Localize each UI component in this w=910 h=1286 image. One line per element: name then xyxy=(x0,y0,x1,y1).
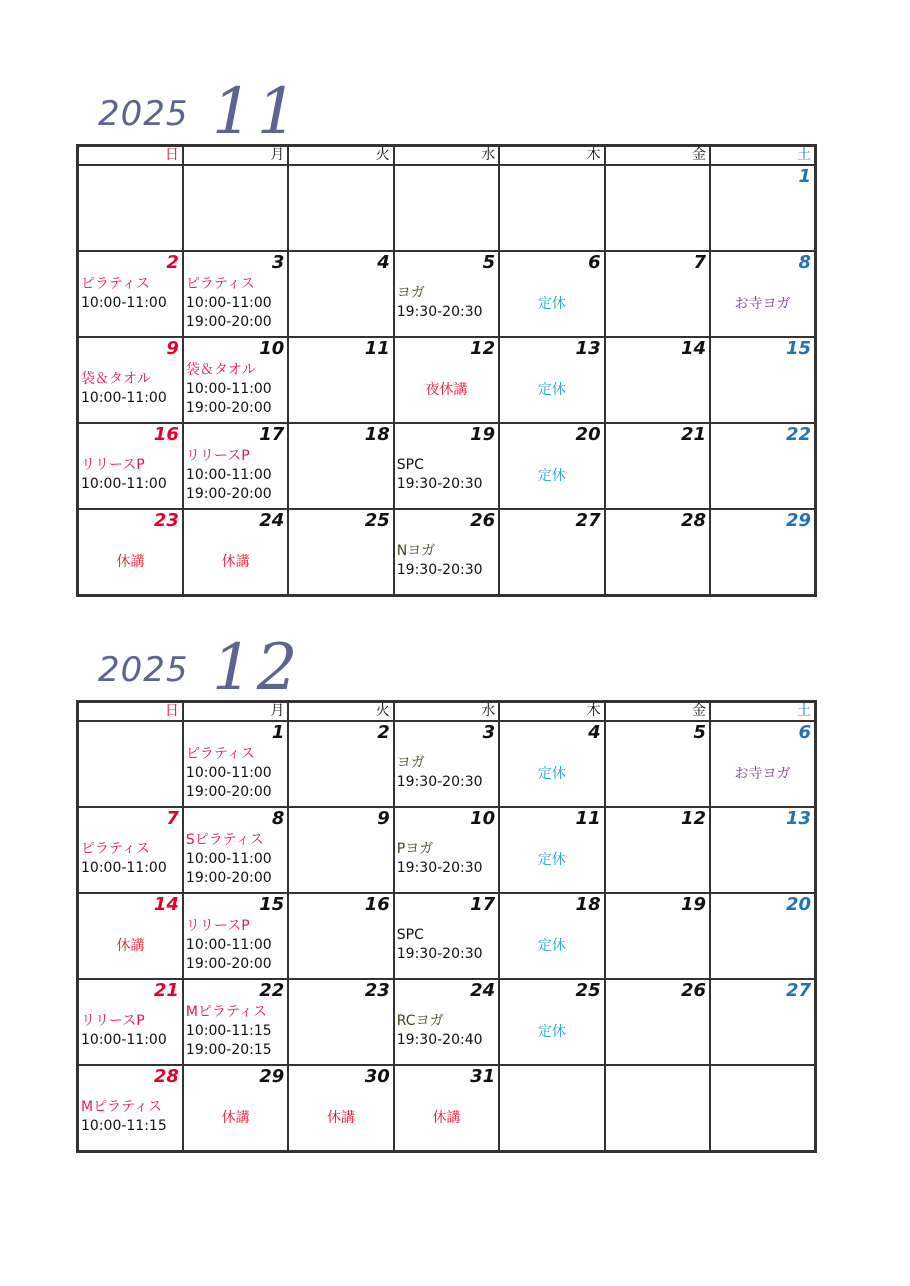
class-event xyxy=(81,370,167,408)
day-cell xyxy=(183,251,288,337)
class-name: ヨガ xyxy=(396,285,425,301)
class-name: Mピラティス xyxy=(185,1004,267,1020)
day-cell xyxy=(710,509,815,596)
day-cell xyxy=(499,721,604,807)
day-number: 10 xyxy=(470,808,496,829)
day-cell xyxy=(499,1065,604,1152)
day-note: お寺ヨガ xyxy=(734,296,791,312)
year-label: 2025 xyxy=(98,94,189,134)
class-event xyxy=(81,456,167,494)
day-number: 19 xyxy=(470,424,496,445)
day-cell xyxy=(288,807,393,893)
day-cell xyxy=(710,893,815,979)
class-name: SPC xyxy=(396,927,424,943)
week-row xyxy=(78,423,816,509)
day-note: 定休 xyxy=(537,382,566,398)
class-event xyxy=(81,1012,167,1050)
day-number: 4 xyxy=(377,252,390,273)
class-time: 10:00-11:00 xyxy=(185,295,272,311)
day-cell xyxy=(710,337,815,423)
day-cell xyxy=(288,251,393,337)
day-cell xyxy=(288,337,393,423)
weekday-header-row xyxy=(78,702,816,722)
day-cell xyxy=(605,509,710,596)
day-number: 5 xyxy=(482,252,496,273)
day-number: 21 xyxy=(680,424,707,445)
weekday-header: 水 xyxy=(394,702,499,722)
day-cell xyxy=(183,807,288,893)
day-number: 12 xyxy=(680,808,707,829)
day-cell xyxy=(499,807,604,893)
day-cell xyxy=(183,893,288,979)
week-row xyxy=(78,509,816,596)
day-cell xyxy=(78,165,183,251)
class-name: 袋＆タオル xyxy=(81,371,151,387)
day-cell xyxy=(499,893,604,979)
day-cell xyxy=(78,893,183,979)
day-note: お寺ヨガ xyxy=(734,766,791,782)
day-number: 24 xyxy=(259,510,285,531)
day-note: 夜休講 xyxy=(425,382,468,398)
week-row xyxy=(78,165,816,251)
day-cell xyxy=(605,721,710,807)
day-cell xyxy=(605,893,710,979)
day-cell xyxy=(394,337,499,423)
month-header xyxy=(76,631,817,705)
day-number: 1 xyxy=(271,722,285,743)
day-number: 14 xyxy=(680,338,707,359)
month-calendar-1 xyxy=(76,631,817,1153)
day-cell xyxy=(78,509,183,596)
weekday-header: 土 xyxy=(710,146,815,166)
day-cell xyxy=(288,721,393,807)
class-time: 19:30-20:30 xyxy=(396,476,483,492)
day-number: 26 xyxy=(680,980,707,1001)
class-name: Mピラティス xyxy=(81,1099,162,1115)
class-name: ピラティス xyxy=(81,276,150,292)
class-time: 19:30-20:30 xyxy=(396,562,483,578)
day-number: 5 xyxy=(693,722,707,743)
day-cell xyxy=(605,165,710,251)
day-number: 1 xyxy=(798,166,811,187)
day-number: 23 xyxy=(153,510,179,531)
day-number: 3 xyxy=(271,252,285,273)
day-number: 18 xyxy=(575,894,601,915)
weekday-header: 土 xyxy=(710,702,815,722)
day-number: 26 xyxy=(470,510,496,531)
day-note: 休講 xyxy=(116,554,145,570)
class-event xyxy=(397,284,483,322)
day-number: 25 xyxy=(364,510,390,531)
day-cell xyxy=(605,423,710,509)
class-event xyxy=(397,754,483,792)
day-number: 6 xyxy=(588,252,601,273)
class-time: 19:30-20:30 xyxy=(396,860,483,876)
day-cell xyxy=(394,423,499,509)
day-number: 31 xyxy=(470,1066,496,1087)
class-time: 19:00-20:00 xyxy=(185,870,272,886)
day-note: 定休 xyxy=(537,1024,566,1040)
class-time: 19:00-20:00 xyxy=(185,486,272,502)
day-number: 4 xyxy=(588,722,601,743)
day-number: 17 xyxy=(259,424,285,445)
class-name: Sピラティス xyxy=(185,832,264,848)
class-name: ヨガ xyxy=(396,755,425,771)
week-row xyxy=(78,251,816,337)
day-number: 21 xyxy=(153,980,179,1001)
class-time: 19:30-20:40 xyxy=(396,1032,483,1048)
class-time: 19:30-20:30 xyxy=(396,774,483,790)
day-number: 2 xyxy=(377,722,390,743)
class-time: 10:00-11:00 xyxy=(185,851,272,867)
class-time: 10:00-11:00 xyxy=(185,937,272,953)
day-cell xyxy=(78,721,183,807)
class-time: 19:00-20:00 xyxy=(185,314,272,330)
day-cell xyxy=(394,509,499,596)
day-cell xyxy=(78,1065,183,1152)
day-number: 27 xyxy=(785,980,811,1001)
week-row xyxy=(78,893,816,979)
weekday-header: 金 xyxy=(605,146,710,166)
month-header xyxy=(76,75,817,149)
day-number: 29 xyxy=(259,1066,285,1087)
weekday-header: 月 xyxy=(183,702,288,722)
day-cell xyxy=(288,893,393,979)
weekday-header-row xyxy=(78,146,816,166)
day-cell xyxy=(499,251,604,337)
class-name: ピラティス xyxy=(185,276,255,292)
class-time: 10:00-11:00 xyxy=(185,765,272,781)
day-cell xyxy=(710,423,815,509)
class-time: 19:00-20:00 xyxy=(185,956,272,972)
day-note: 定休 xyxy=(537,938,566,954)
day-number: 17 xyxy=(470,894,496,915)
day-number: 11 xyxy=(575,808,601,829)
day-cell xyxy=(499,337,604,423)
day-cell xyxy=(288,979,393,1065)
day-number: 18 xyxy=(364,424,390,445)
class-event xyxy=(397,542,483,580)
day-cell xyxy=(710,979,815,1065)
class-time: 10:00-11:00 xyxy=(81,476,167,492)
day-number: 15 xyxy=(785,338,811,359)
class-time: 10:00-11:00 xyxy=(81,295,167,311)
day-cell xyxy=(710,721,815,807)
class-time: 19:00-20:00 xyxy=(185,400,272,416)
day-cell xyxy=(288,1065,393,1152)
day-cell xyxy=(288,165,393,251)
class-name: ピラティス xyxy=(81,841,150,857)
day-note: 定休 xyxy=(537,296,566,312)
day-cell xyxy=(605,251,710,337)
day-cell xyxy=(183,979,288,1065)
weekday-header: 木 xyxy=(499,702,604,722)
class-name: SPC xyxy=(396,457,424,473)
day-number: 11 xyxy=(364,338,390,359)
day-number: 7 xyxy=(166,808,179,829)
day-note: 定休 xyxy=(537,468,566,484)
day-note: 休講 xyxy=(116,938,145,954)
month-label: 12 xyxy=(212,631,302,705)
calendar-grid xyxy=(76,144,817,597)
day-cell xyxy=(288,423,393,509)
class-time: 19:00-20:15 xyxy=(185,1042,272,1058)
class-event xyxy=(186,1003,272,1060)
class-time: 10:00-11:00 xyxy=(81,390,167,406)
day-number: 13 xyxy=(575,338,601,359)
day-number: 13 xyxy=(785,808,811,829)
day-cell xyxy=(183,423,288,509)
day-cell xyxy=(394,251,499,337)
class-event xyxy=(186,917,272,974)
day-cell xyxy=(605,979,710,1065)
day-cell xyxy=(78,423,183,509)
day-number: 9 xyxy=(377,808,390,829)
week-row xyxy=(78,721,816,807)
day-cell xyxy=(394,165,499,251)
class-time: 10:00-11:15 xyxy=(185,1023,272,1039)
day-cell xyxy=(710,165,815,251)
day-number: 22 xyxy=(785,424,811,445)
day-cell xyxy=(78,979,183,1065)
day-cell xyxy=(605,337,710,423)
day-cell xyxy=(78,251,183,337)
day-number: 12 xyxy=(470,338,496,359)
class-name: ピラティス xyxy=(185,746,255,762)
day-number: 28 xyxy=(680,510,707,531)
day-number: 14 xyxy=(153,894,179,915)
day-cell xyxy=(710,251,815,337)
class-name: RCヨガ xyxy=(396,1013,444,1029)
class-event xyxy=(397,456,483,494)
day-cell xyxy=(394,1065,499,1152)
day-number: 30 xyxy=(364,1066,390,1087)
day-number: 25 xyxy=(575,980,601,1001)
calendar-grid xyxy=(76,700,817,1153)
day-number: 16 xyxy=(364,894,390,915)
day-number: 6 xyxy=(798,722,811,743)
weekday-header: 火 xyxy=(288,146,393,166)
day-cell xyxy=(394,979,499,1065)
class-event xyxy=(186,447,272,504)
day-number: 28 xyxy=(153,1066,179,1087)
class-time: 10:00-11:00 xyxy=(185,467,272,483)
class-time: 10:00-11:15 xyxy=(81,1118,167,1134)
day-number: 29 xyxy=(785,510,811,531)
day-cell xyxy=(605,1065,710,1152)
day-note: 休講 xyxy=(221,1110,250,1126)
day-cell xyxy=(78,337,183,423)
day-note: 休講 xyxy=(221,554,250,570)
class-name: リリースP xyxy=(185,918,250,934)
day-number: 15 xyxy=(259,894,285,915)
weekday-header: 木 xyxy=(499,146,604,166)
day-number: 23 xyxy=(364,980,390,1001)
class-time: 19:00-20:00 xyxy=(185,784,272,800)
weekday-header: 月 xyxy=(183,146,288,166)
week-row xyxy=(78,337,816,423)
day-number: 16 xyxy=(153,424,179,445)
month-label: 11 xyxy=(212,75,302,149)
weekday-header: 水 xyxy=(394,146,499,166)
day-number: 19 xyxy=(680,894,707,915)
day-cell xyxy=(710,1065,815,1152)
day-cell xyxy=(394,721,499,807)
day-number: 24 xyxy=(470,980,496,1001)
class-time: 10:00-11:00 xyxy=(185,381,272,397)
weekday-header: 日 xyxy=(78,146,183,166)
class-name: リリースP xyxy=(81,1013,145,1029)
weekday-header: 金 xyxy=(605,702,710,722)
class-name: リリースP xyxy=(185,448,250,464)
class-event xyxy=(81,1098,167,1136)
class-event xyxy=(186,275,272,332)
day-cell xyxy=(183,1065,288,1152)
class-name: Nヨガ xyxy=(396,543,436,559)
day-cell xyxy=(183,165,288,251)
class-time: 19:30-20:30 xyxy=(396,304,483,320)
day-number: 8 xyxy=(798,252,811,273)
weekday-header: 日 xyxy=(78,702,183,722)
day-note: 定休 xyxy=(537,852,566,868)
class-event xyxy=(397,1012,483,1050)
day-number: 10 xyxy=(259,338,285,359)
day-cell xyxy=(183,337,288,423)
day-number: 20 xyxy=(785,894,811,915)
week-row xyxy=(78,979,816,1065)
day-cell xyxy=(183,721,288,807)
day-cell xyxy=(394,893,499,979)
day-cell xyxy=(183,509,288,596)
class-event xyxy=(81,840,167,878)
day-note: 定休 xyxy=(537,766,566,782)
class-event xyxy=(397,840,483,878)
day-cell xyxy=(394,807,499,893)
day-cell xyxy=(78,807,183,893)
day-number: 27 xyxy=(575,510,601,531)
day-number: 3 xyxy=(482,722,496,743)
day-number: 8 xyxy=(271,808,285,829)
month-calendar-0 xyxy=(76,75,817,597)
class-name: Pヨガ xyxy=(396,841,434,857)
class-event xyxy=(186,361,272,418)
class-name: リリースP xyxy=(81,457,145,473)
week-row xyxy=(78,807,816,893)
week-row xyxy=(78,1065,816,1152)
day-cell xyxy=(605,807,710,893)
class-event xyxy=(186,745,272,802)
class-time: 10:00-11:00 xyxy=(81,860,167,876)
year-label: 2025 xyxy=(98,650,189,690)
class-event xyxy=(397,926,483,964)
day-cell xyxy=(499,979,604,1065)
class-time: 19:30-20:30 xyxy=(396,946,483,962)
day-cell xyxy=(499,423,604,509)
day-number: 20 xyxy=(575,424,601,445)
day-cell xyxy=(499,509,604,596)
day-number: 9 xyxy=(166,338,179,359)
class-time: 10:00-11:00 xyxy=(81,1032,167,1048)
class-event xyxy=(81,275,167,313)
day-cell xyxy=(499,165,604,251)
day-cell xyxy=(288,509,393,596)
day-note: 休講 xyxy=(327,1110,356,1126)
day-cell xyxy=(710,807,815,893)
day-number: 22 xyxy=(259,980,285,1001)
class-event xyxy=(186,831,272,888)
day-number: 7 xyxy=(693,252,707,273)
day-note: 休講 xyxy=(432,1110,461,1126)
weekday-header: 火 xyxy=(288,702,393,722)
class-name: 袋＆タオル xyxy=(185,362,256,378)
day-number: 2 xyxy=(166,252,179,273)
